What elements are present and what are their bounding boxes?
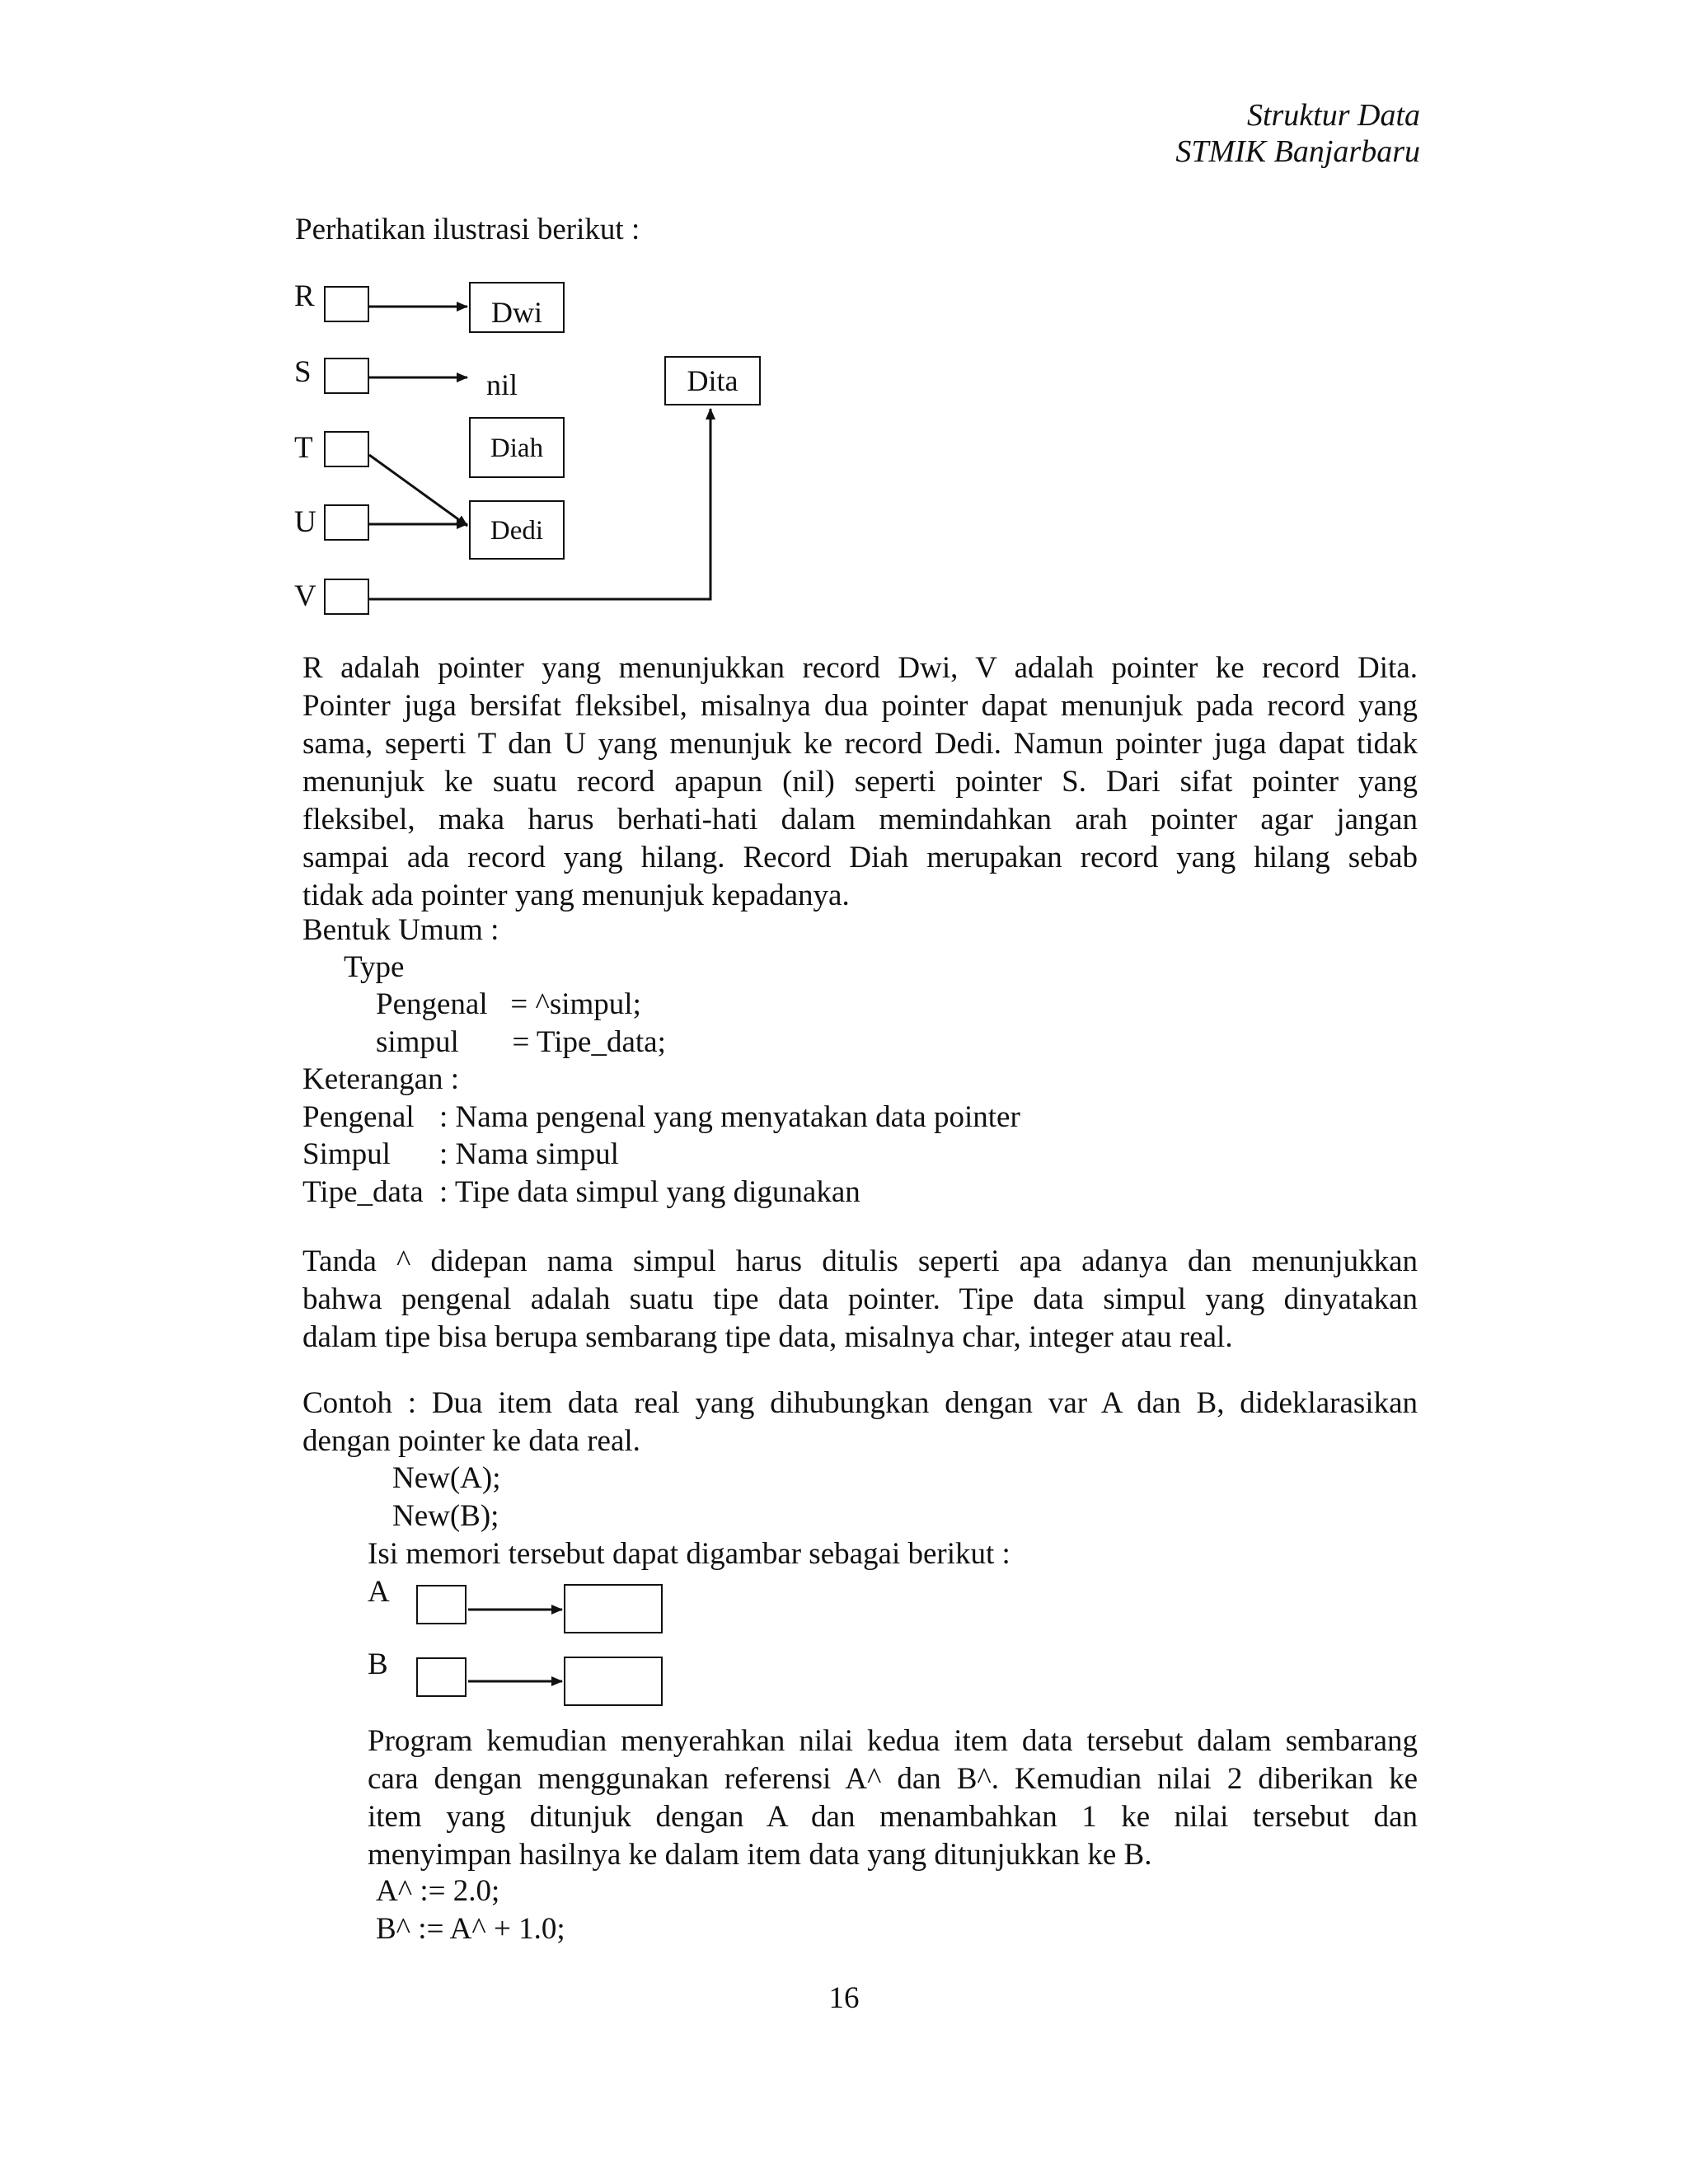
record-dedi: Dedi <box>469 500 565 560</box>
pointer-label-r: R <box>294 279 315 313</box>
paragraph-tanda <box>302 1243 1418 1357</box>
pointer-label-b: B <box>368 1647 388 1681</box>
paragraph-program <box>368 1722 1418 1874</box>
keterangan-term: Simpul <box>302 1137 391 1171</box>
pointer-box-b <box>416 1657 467 1697</box>
text-line: menyimpan hasilnya ke dalam item data yang ditunjukkan ke B. <box>368 1838 1152 1872</box>
code-pengenal-line: Pengenal = ^simpul; <box>376 987 641 1021</box>
text-line: R adalah pointer yang menunjukkan record Dwi, V adalah pointer ke record Dita. <box>302 651 1418 685</box>
code-type-keyword: Type <box>344 950 405 984</box>
text-line: sampai ada record yang hilang. Record Diah merupakan record yang hilang sebab <box>302 841 1418 874</box>
text-line: cara dengan menggunakan referensi A^ dan B^. Kemudian nilai 2 diberikan ke <box>368 1762 1418 1796</box>
code-new-b: New(B); <box>392 1499 499 1533</box>
data-box-a <box>564 1584 663 1633</box>
text-line: menunjuk ke suatu record apapun (nil) seperti pointer S. Dari sifat pointer yang <box>302 765 1418 799</box>
text-line: tidak ada pointer yang menunjuk kepadanya. <box>302 879 850 912</box>
code-new-a: New(A); <box>392 1461 501 1495</box>
code-assign-b: B^ := A^ + 1.0; <box>376 1912 565 1946</box>
pointer-box-r <box>324 286 369 322</box>
text-line: Tanda ^ didepan nama simpul harus ditulis seperti apa adanya dan menunjukkan <box>302 1244 1418 1278</box>
text-line: dalam tipe bisa berupa sembarang tipe data, misalnya char, integer atau real. <box>302 1320 1233 1354</box>
pointer-box-u <box>324 504 369 541</box>
pointer-label-u: U <box>294 505 316 539</box>
header-title: Struktur Data <box>1246 98 1420 133</box>
record-dwi: Dwi <box>469 282 565 333</box>
text-line: sama, seperti T dan U yang menunjuk ke record Dedi. Namun pointer juga dapat tidak <box>302 727 1418 761</box>
paragraph-contoh <box>302 1385 1418 1460</box>
keterangan-desc: : Nama simpul <box>439 1137 619 1171</box>
paragraph-pointer-explanation <box>302 649 1418 915</box>
arrow-t-dedi <box>369 455 467 526</box>
text-line: Contoh : Dua item data real yang dihubungkan dengan var A dan B, dideklarasikan <box>302 1386 1418 1420</box>
text-line: dengan pointer ke data real. <box>302 1424 640 1458</box>
text-line: fleksibel, maka harus berhati-hati dalam memindahkan arah pointer agar jangan <box>302 803 1418 837</box>
pointer-label-a: A <box>368 1575 390 1609</box>
page-number: 16 <box>828 1981 860 2015</box>
text-line: bahwa pengenal adalah suatu tipe data pointer. Tipe data simpul yang dinyatakan <box>302 1282 1418 1316</box>
record-nil: nil <box>486 368 518 401</box>
bentuk-umum-title: Bentuk Umum : <box>302 913 499 947</box>
keterangan-term: Tipe_data <box>302 1175 424 1209</box>
pointer-label-s: S <box>294 355 312 389</box>
pointer-box-t <box>324 431 369 467</box>
pointer-box-a <box>416 1585 467 1624</box>
pointer-label-v: V <box>294 579 316 613</box>
record-dita: Dita <box>664 356 761 405</box>
pointer-label-t: T <box>294 431 313 465</box>
text-line: item yang ditunjuk dengan A dan menambahkan 1 ke nilai tersebut dan <box>368 1800 1418 1834</box>
keterangan-desc: : Nama pengenal yang menyatakan data pointer <box>439 1100 1020 1134</box>
code-simpul-line: simpul = Tipe_data; <box>376 1025 666 1059</box>
header-institution: STMIK Banjarbaru <box>1175 134 1420 169</box>
data-box-b <box>564 1657 663 1706</box>
keterangan-term: Pengenal <box>302 1100 415 1134</box>
isi-memori-text: Isi memori tersebut dapat digambar sebagai berikut : <box>368 1537 1010 1571</box>
keterangan-title: Keterangan : <box>302 1062 460 1096</box>
keterangan-desc: : Tipe data simpul yang digunakan <box>439 1175 860 1209</box>
record-diah: Diah <box>469 417 565 478</box>
code-assign-a: A^ := 2.0; <box>376 1874 500 1908</box>
pointer-box-s <box>324 358 369 394</box>
text-line: Pointer juga bersifat fleksibel, misalnya dua pointer dapat menunjuk pada record yang <box>302 689 1418 723</box>
pointer-box-v <box>324 579 369 615</box>
intro-text: Perhatikan ilustrasi berikut : <box>295 213 640 246</box>
text-line: Program kemudian menyerahkan nilai kedua item data tersebut dalam sembarang <box>368 1724 1418 1758</box>
